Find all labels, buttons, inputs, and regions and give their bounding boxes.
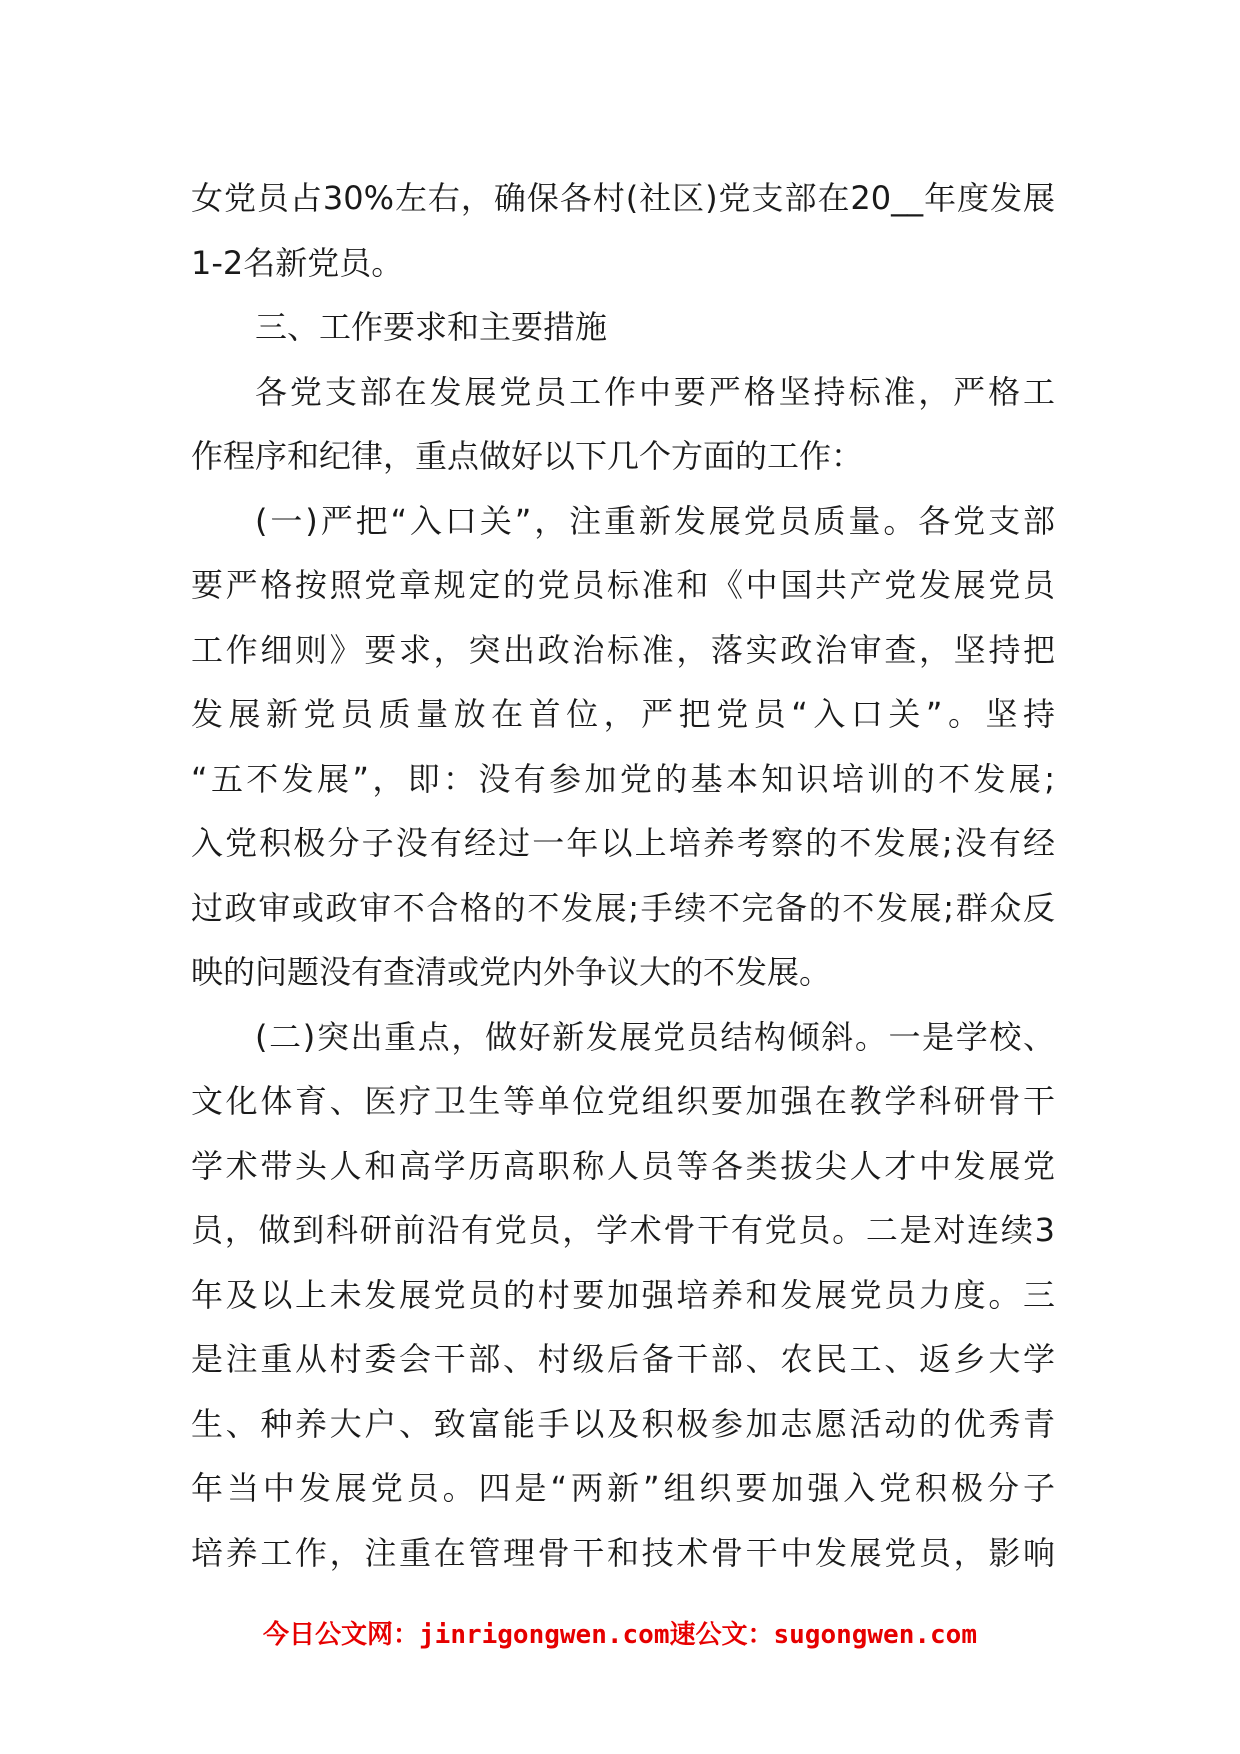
text-line: 要严格按照党章规定的党员标准和《中国共产党发展党员 (191, 566, 1055, 604)
text-line: 发展新党员质量放在首位，严把党员“入口关”。坚持 (191, 695, 1055, 733)
text-line: 映的问题没有查清或党内外争议大的不发展。 (191, 953, 832, 991)
text-line: 培养工作，注重在管理骨干和技术骨干中发展党员，影响 (191, 1533, 1055, 1572)
text-line: 1-2名新党员。 (191, 243, 404, 282)
text-line: 入党积极分子没有经过一年以上培养考察的不发展;没有经 (191, 824, 1055, 862)
text-line: 生、种养大户、致富能手以及积极参加志愿活动的优秀青 (191, 1404, 1055, 1443)
document-body (191, 166, 1055, 1585)
text-line: 年当中发展党员。四是“两新”组织要加强入党积极分子 (191, 1469, 1055, 1507)
text-line: 各党支部在发展党员工作中要严格坚持标准，严格工 (255, 372, 1055, 411)
footer-site1-label: 今日公文网： (263, 1620, 420, 1650)
text-line: 作程序和纪律，重点做好以下几个方面的工作： (191, 437, 864, 475)
text-line: 学术带头人和高学历高职称人员等各类拔尖人才中发展党 (191, 1146, 1055, 1185)
text-line: 女党员占30%左右，确保各村(社区)党支部在20__年度发展 (191, 179, 1055, 217)
text-line: 年及以上未发展党员的村要加强培养和发展党员力度。三 (191, 1275, 1055, 1314)
text-line: 是注重从村委会干部、村级后备干部、农民工、返乡大学 (191, 1340, 1055, 1378)
text-line: 员，做到科研前沿有党员，学术骨干有党员。二是对连续3 (191, 1211, 1055, 1249)
text-line: “五不发展”，即：没有参加党的基本知识培训的不发展; (191, 759, 1055, 798)
text-line: (二)突出重点，做好新发展党员结构倾斜。一是学校、 (255, 1017, 1055, 1056)
footer-site2-link[interactable]: sugongwen.com (773, 1620, 977, 1650)
text-line: 文化体育、医疗卫生等单位党组织要加强在教学科研骨干 (191, 1082, 1055, 1120)
text-line: (一)严把“入口关”，注重新发展党员质量。各党支部 (255, 501, 1055, 540)
text-line: 过政审或政审不合格的不发展;手续不完备的不发展;群众反 (191, 888, 1055, 927)
text-line: 三、工作要求和主要措施 (255, 308, 608, 346)
footer-watermark (0, 1614, 1240, 1651)
footer-site1-link[interactable]: jinrigongwen.com (419, 1620, 670, 1650)
text-line: 工作细则》要求，突出政治标准，落实政治审查，坚持把 (191, 630, 1055, 669)
footer-site2-label: 速公文： (669, 1620, 774, 1650)
